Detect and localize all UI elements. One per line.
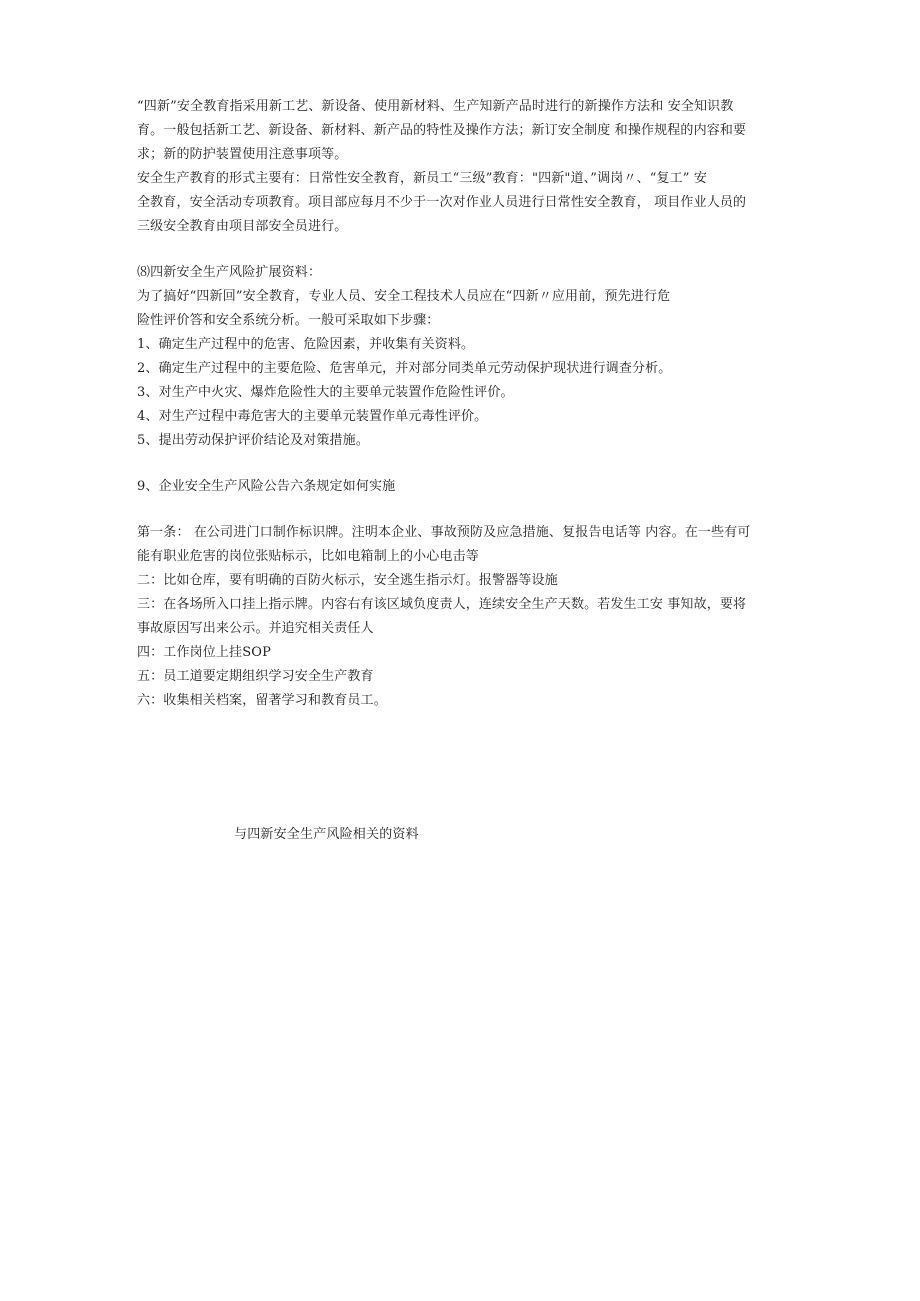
rule-item: 六：收集相关档案，留著学习和教育员工。: [137, 693, 387, 708]
spacer: [137, 239, 797, 261]
text-line: 三级安全教育由项目部安全员进行。: [137, 219, 348, 234]
paragraph-education-forms: [137, 167, 797, 239]
spacer: [137, 453, 797, 475]
section-heading: ⑻四新安全生产风险扩展资料：: [137, 265, 322, 280]
text-line: 育。一般包括新工艺、新设备、新材料、新产品的特性及操作方法；新订安全制度 和操作规程的内容和要: [137, 123, 747, 138]
step-item: 3、对生产中火灾、爆炸危险性大的主要单元装置作危险性评价。: [137, 385, 514, 400]
rule-item: 第一条： 在公司进门口制作标识牌。注明本企业、事故预防及应急措施、复报告电话等 内容。在一些有可: [137, 525, 751, 540]
section-risk-announcement-rules: [137, 475, 797, 713]
text-line: 险性评价答和安全系统分析。一般可采取如下步骤：: [137, 313, 440, 328]
step-item: 5、提出劳动保护评价结论及对策措施。: [137, 433, 369, 448]
footer-title: 与四新安全生产风险相关的资料: [234, 827, 419, 842]
document-body: [137, 95, 797, 713]
spacer: [137, 499, 797, 521]
rule-item: 二：比如仓库，要有明确的百防火标示，安全逃生指示灯。报警器等设施: [137, 573, 558, 588]
rule-item-continued: 事故原因写出来公示。并追究相关责任人: [137, 621, 374, 636]
text-line: 安全生产教育的形式主要有：日常性安全教育，新员工“三级”教育："四新"道、”调岗〃、“复工” 安: [137, 171, 708, 186]
text-line: “四新”安全教育指采用新工艺、新设备、使用新材料、生产知新产品时进行的新操作方法和 安全知识教: [137, 99, 734, 114]
rule-item: 三：在各场所入口挂上指示牌。内容右有该区域负度责人，连续安全生产天数。若发生工安 事知故，要将: [137, 597, 747, 612]
section-heading: 9、企业安全生产风险公告六条规定如何实施: [137, 479, 396, 494]
text-line: 求；新的防护装置使用注意事项等。: [137, 147, 348, 162]
rule-item-continued: 能有职业危害的岗位张贴标示，比如电箱制上的小心电击等: [137, 549, 479, 564]
text-line: 为了搞好“四新回”安全教育，专业人员、安全工程技术人员应在“四新〃应用前，预先进行危: [137, 289, 671, 304]
paragraph-four-new-safety-education: [137, 95, 797, 167]
rule-item: 四：工作岗位上挂SOP: [137, 645, 271, 660]
rule-item: 五：员工道要定期组织学习安全生产教育: [137, 669, 374, 684]
step-item: 2、确定生产过程中的主要危险、危害单元，并对部分同类单元劳动保护现状进行调查分析。: [137, 361, 672, 376]
text-line: 全教育，安全活动专项教育。项目部应每月不少于一次对作业人员进行日常性安全教育， 项目作业人员的: [137, 195, 747, 210]
section-risk-extension: [137, 261, 797, 453]
step-item: 1、确定生产过程中的危害、危险因素，并收集有关资料。: [137, 337, 475, 352]
step-item: 4、对生产过程中毒危害大的主要单元装置作单元毒性评价。: [137, 409, 488, 424]
